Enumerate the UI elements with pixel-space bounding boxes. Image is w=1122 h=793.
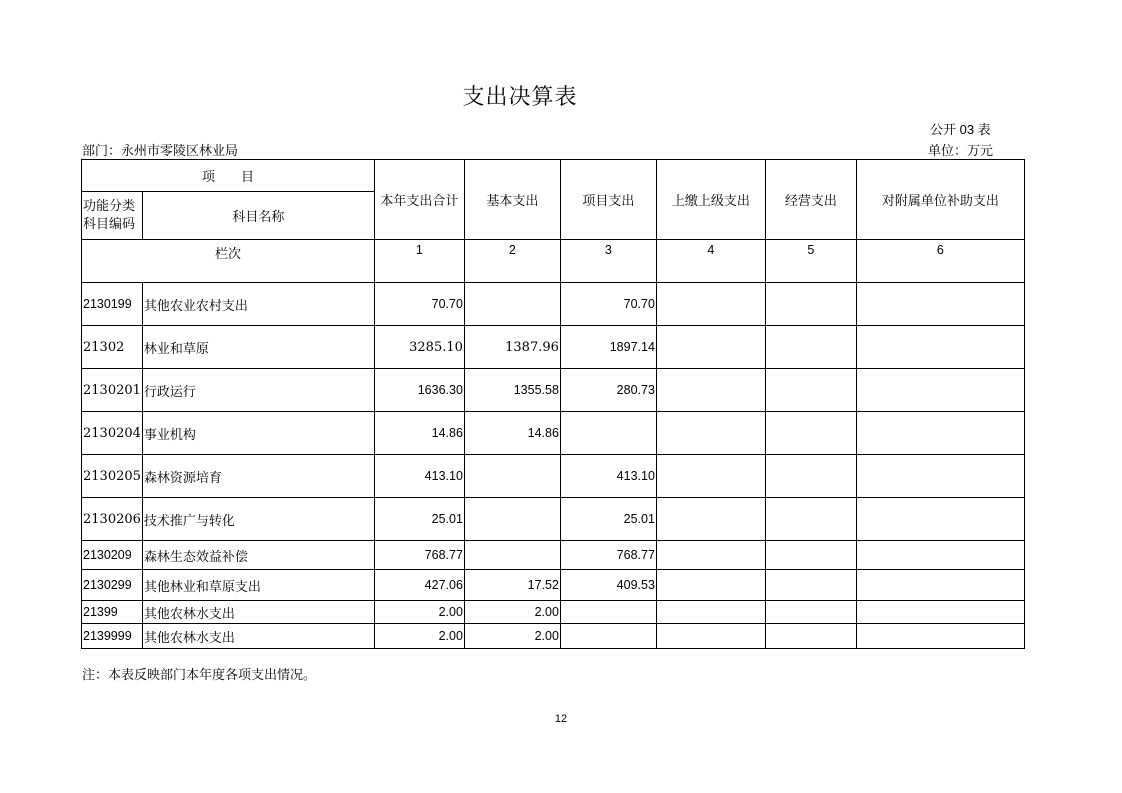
cell-project: [560, 624, 656, 649]
expenditure-table: [81, 159, 1025, 649]
cell-upper: [656, 455, 765, 498]
cell-basic: 2.00: [464, 601, 560, 624]
cell-upper: [656, 283, 765, 326]
cell-name: 事业机构: [142, 412, 374, 455]
cell-total: 427.06: [374, 570, 464, 601]
cell-code: 2130209: [82, 541, 143, 570]
cell-upper: [656, 498, 765, 541]
cell-subsidy: [856, 369, 1024, 412]
cell-code: 2130299: [82, 570, 143, 601]
page-number: 12: [554, 713, 568, 725]
header-col-basic: 基本支出: [464, 160, 560, 240]
cell-upper: [656, 326, 765, 369]
table-row: [82, 455, 1025, 498]
table-note: 注：本表反映部门本年度各项支出情况。: [82, 668, 317, 683]
cell-project: 1897.14: [560, 326, 656, 369]
cell-total: 413.10: [374, 455, 464, 498]
cell-upper: [656, 541, 765, 570]
cell-name: 林业和草原: [142, 326, 374, 369]
table-row: [82, 601, 1025, 624]
cell-total: 14.86: [374, 412, 464, 455]
cell-project: 768.77: [560, 541, 656, 570]
cell-basic: 2.00: [464, 624, 560, 649]
cell-name: 其他农林水支出: [142, 601, 374, 624]
table-row: [82, 541, 1025, 570]
cell-name: 森林生态效益补偿: [142, 541, 374, 570]
cell-business: [765, 369, 856, 412]
cell-project: [560, 601, 656, 624]
cell-subsidy: [856, 455, 1024, 498]
table-row: [82, 498, 1025, 541]
cell-total: 3285.10: [374, 326, 464, 369]
public-table-number: 公开 03 表: [930, 122, 991, 137]
cell-subsidy: [856, 283, 1024, 326]
cell-name: 行政运行: [142, 369, 374, 412]
cell-code: 2130206: [82, 498, 143, 541]
cell-basic: 14.86: [464, 412, 560, 455]
cell-code: 2130204: [82, 412, 143, 455]
column-number: 6: [856, 240, 1024, 283]
header-func-code-line2: 科目编码: [83, 216, 136, 232]
cell-subsidy: [856, 601, 1024, 624]
cell-basic: [464, 498, 560, 541]
cell-subsidy: [856, 412, 1024, 455]
cell-upper: [656, 601, 765, 624]
cell-business: [765, 455, 856, 498]
cell-project: 25.01: [560, 498, 656, 541]
table-row: [82, 412, 1025, 455]
cell-total: 1636.30: [374, 369, 464, 412]
cell-code: 2130199: [82, 283, 143, 326]
unit-label: 单位：万元: [928, 144, 994, 159]
column-number: 3: [560, 240, 656, 283]
header-col-subsidy: 对附属单位补助支出: [856, 160, 1024, 240]
table-row: [82, 283, 1025, 326]
cell-business: [765, 326, 856, 369]
column-number: 1: [374, 240, 464, 283]
cell-upper: [656, 624, 765, 649]
header-lanci: 栏次: [82, 240, 375, 283]
cell-total: 2.00: [374, 624, 464, 649]
column-number: 4: [656, 240, 765, 283]
cell-upper: [656, 369, 765, 412]
page-title: 支出决算表: [462, 85, 578, 110]
cell-business: [765, 624, 856, 649]
column-number: 5: [765, 240, 856, 283]
header-item: 项 目: [82, 160, 375, 192]
cell-project: 70.70: [560, 283, 656, 326]
header-col-total: 本年支出合计: [374, 160, 464, 240]
cell-business: [765, 601, 856, 624]
cell-code: 2130205: [82, 455, 143, 498]
cell-code: 2130201: [82, 369, 143, 412]
header-col-business: 经营支出: [765, 160, 856, 240]
cell-name: 技术推广与转化: [142, 498, 374, 541]
header-col-project: 项目支出: [560, 160, 656, 240]
cell-business: [765, 541, 856, 570]
cell-subsidy: [856, 326, 1024, 369]
cell-total: 70.70: [374, 283, 464, 326]
department-label: 部门：永州市零陵区林业局: [82, 144, 239, 159]
cell-basic: [464, 455, 560, 498]
cell-code: 2139999: [82, 624, 143, 649]
cell-total: 768.77: [374, 541, 464, 570]
cell-basic: [464, 283, 560, 326]
header-col-upper: 上缴上级支出: [656, 160, 765, 240]
cell-business: [765, 498, 856, 541]
cell-subsidy: [856, 498, 1024, 541]
cell-project: 280.73: [560, 369, 656, 412]
cell-business: [765, 283, 856, 326]
cell-total: 25.01: [374, 498, 464, 541]
table-row: [82, 624, 1025, 649]
cell-name: 其他农业农村支出: [142, 283, 374, 326]
cell-code: 21399: [82, 601, 143, 624]
cell-subsidy: [856, 541, 1024, 570]
cell-total: 2.00: [374, 601, 464, 624]
column-number: 2: [464, 240, 560, 283]
cell-subsidy: [856, 624, 1024, 649]
cell-upper: [656, 570, 765, 601]
cell-name: 其他农林水支出: [142, 624, 374, 649]
cell-basic: 1355.58: [464, 369, 560, 412]
table-row: [82, 570, 1025, 601]
header-subject-name: 科目名称: [142, 192, 374, 240]
cell-business: [765, 570, 856, 601]
cell-basic: 1387.96: [464, 326, 560, 369]
header-func-code-line1: 功能分类: [83, 198, 136, 214]
cell-basic: [464, 541, 560, 570]
cell-name: 其他林业和草原支出: [142, 570, 374, 601]
cell-business: [765, 412, 856, 455]
cell-project: [560, 412, 656, 455]
cell-subsidy: [856, 570, 1024, 601]
table-row: [82, 369, 1025, 412]
table-row: [82, 326, 1025, 369]
cell-project: 413.10: [560, 455, 656, 498]
cell-name: 森林资源培育: [142, 455, 374, 498]
cell-basic: 17.52: [464, 570, 560, 601]
cell-code: 21302: [82, 326, 143, 369]
header-func-code: [82, 192, 143, 240]
cell-upper: [656, 412, 765, 455]
cell-project: 409.53: [560, 570, 656, 601]
